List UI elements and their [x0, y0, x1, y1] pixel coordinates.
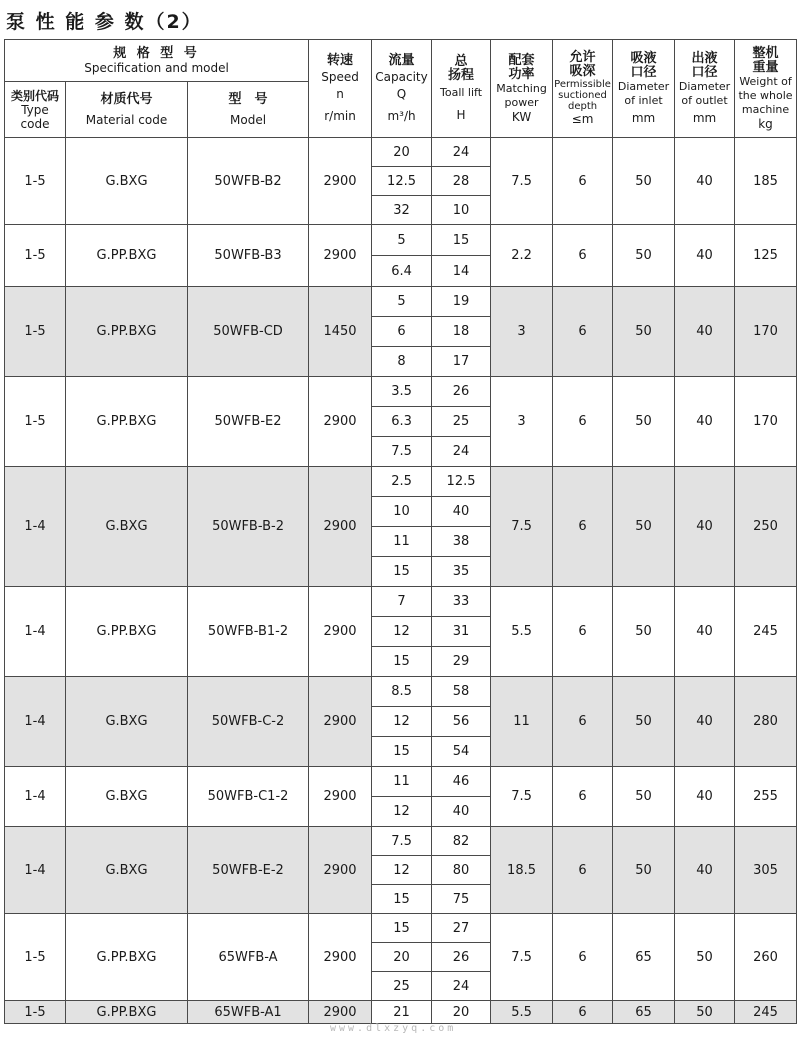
power-cell: 11: [491, 677, 553, 767]
material-cell: G.BXG: [66, 827, 188, 914]
capacity-cell: 11: [372, 527, 432, 557]
capacity-cell: 12: [372, 707, 432, 737]
type-cell: 1-5: [5, 225, 66, 287]
model-cell: 50WFB-CD: [188, 287, 309, 377]
lift-cell: 19: [432, 287, 491, 317]
capacity-cell: 6.4: [372, 256, 432, 287]
capacity-cell: 20: [372, 943, 432, 972]
capacity-cell: 15: [372, 737, 432, 767]
table-row: [5, 677, 797, 707]
lift-cell: 38: [432, 527, 491, 557]
power-cell: 3: [491, 377, 553, 467]
material-cell: G.BXG: [66, 138, 188, 225]
outlet-cell: 40: [675, 587, 735, 677]
depth-header: 允许 吸深 Permissible suctioned depth ≤m: [553, 40, 613, 138]
depth-cell: 6: [553, 287, 613, 377]
capacity-cell: 15: [372, 557, 432, 587]
lift-cell: 20: [432, 1001, 491, 1024]
model-cell: 50WFB-B-2: [188, 467, 309, 587]
type-cell: 1-5: [5, 377, 66, 467]
type-cell: 1-4: [5, 677, 66, 767]
outlet-header: 出液 口径 Diameter of outlet mm: [675, 40, 735, 138]
weight-cell: 245: [735, 587, 797, 677]
capacity-cell: 7: [372, 587, 432, 617]
capacity-cell: 25: [372, 972, 432, 1001]
capacity-cell: 3.5: [372, 377, 432, 407]
inlet-cell: 50: [613, 225, 675, 287]
depth-cell: 6: [553, 827, 613, 914]
speed-header: 转速 Speed n r/min: [309, 40, 372, 138]
type-cell: 1-4: [5, 767, 66, 827]
table-row: [5, 377, 797, 407]
inlet-cell: 50: [613, 677, 675, 767]
weight-header: 整机 重量 Weight of the whole machine kg: [735, 40, 797, 138]
capacity-cell: 20: [372, 138, 432, 167]
power-cell: 7.5: [491, 767, 553, 827]
power-header: 配套 功率 Matching power KW: [491, 40, 553, 138]
capacity-cell: 2.5: [372, 467, 432, 497]
type-cell: 1-5: [5, 138, 66, 225]
outlet-cell: 40: [675, 138, 735, 225]
inlet-cell: 50: [613, 767, 675, 827]
material-cell: G.PP.BXG: [66, 587, 188, 677]
power-cell: 5.5: [491, 587, 553, 677]
table-row: [5, 587, 797, 617]
type-cell: 1-4: [5, 467, 66, 587]
outlet-cell: 40: [675, 377, 735, 467]
inlet-cell: 65: [613, 914, 675, 1001]
lift-cell: 58: [432, 677, 491, 707]
model-cell: 50WFB-B1-2: [188, 587, 309, 677]
depth-cell: 6: [553, 1001, 613, 1024]
depth-cell: 6: [553, 467, 613, 587]
depth-cell: 6: [553, 225, 613, 287]
power-cell: 2.2: [491, 225, 553, 287]
weight-cell: 170: [735, 287, 797, 377]
speed-cell: 2900: [309, 677, 372, 767]
weight-cell: 245: [735, 1001, 797, 1024]
type-code-header: 类别代码 Type code: [5, 82, 66, 138]
inlet-cell: 50: [613, 587, 675, 677]
lift-cell: 54: [432, 737, 491, 767]
lift-cell: 24: [432, 972, 491, 1001]
material-code-header: 材质代号 Material code: [66, 82, 188, 138]
lift-cell: 17: [432, 347, 491, 377]
table-row: [5, 827, 797, 856]
material-cell: G.PP.BXG: [66, 225, 188, 287]
type-cell: 1-5: [5, 1001, 66, 1024]
lift-cell: 26: [432, 943, 491, 972]
speed-cell: 2900: [309, 138, 372, 225]
material-cell: G.BXG: [66, 467, 188, 587]
lift-cell: 35: [432, 557, 491, 587]
capacity-cell: 15: [372, 647, 432, 677]
lift-cell: 25: [432, 407, 491, 437]
power-cell: 18.5: [491, 827, 553, 914]
lift-cell: 27: [432, 914, 491, 943]
weight-cell: 185: [735, 138, 797, 225]
weight-cell: 260: [735, 914, 797, 1001]
outlet-cell: 40: [675, 467, 735, 587]
spec-header: 规 格 型 号 Specification and model: [5, 40, 309, 82]
lift-cell: 31: [432, 617, 491, 647]
capacity-cell: 8: [372, 347, 432, 377]
type-cell: 1-5: [5, 287, 66, 377]
model-cell: 50WFB-C-2: [188, 677, 309, 767]
capacity-cell: 12: [372, 617, 432, 647]
depth-cell: 6: [553, 587, 613, 677]
model-cell: 50WFB-C1-2: [188, 767, 309, 827]
outlet-cell: 40: [675, 225, 735, 287]
lift-cell: 80: [432, 856, 491, 885]
depth-cell: 6: [553, 138, 613, 225]
depth-cell: 6: [553, 767, 613, 827]
weight-cell: 170: [735, 377, 797, 467]
capacity-cell: 12.5: [372, 167, 432, 196]
lift-cell: 10: [432, 196, 491, 225]
capacity-cell: 7.5: [372, 827, 432, 856]
capacity-cell: 6.3: [372, 407, 432, 437]
material-cell: G.PP.BXG: [66, 287, 188, 377]
lift-cell: 18: [432, 317, 491, 347]
speed-cell: 2900: [309, 587, 372, 677]
power-cell: 3: [491, 287, 553, 377]
power-cell: 7.5: [491, 914, 553, 1001]
inlet-cell: 50: [613, 377, 675, 467]
outlet-cell: 40: [675, 827, 735, 914]
capacity-cell: 21: [372, 1001, 432, 1024]
material-cell: G.PP.BXG: [66, 914, 188, 1001]
inlet-header: 吸液 口径 Diameter of inlet mm: [613, 40, 675, 138]
model-cell: 50WFB-B2: [188, 138, 309, 225]
inlet-cell: 50: [613, 287, 675, 377]
model-header: 型 号 Model: [188, 82, 309, 138]
material-cell: G.PP.BXG: [66, 1001, 188, 1024]
model-cell: 50WFB-B3: [188, 225, 309, 287]
outlet-cell: 50: [675, 914, 735, 1001]
power-cell: 5.5: [491, 1001, 553, 1024]
lift-cell: 40: [432, 497, 491, 527]
capacity-cell: 32: [372, 196, 432, 225]
speed-cell: 2900: [309, 467, 372, 587]
table-row: [5, 767, 797, 797]
lift-cell: 82: [432, 827, 491, 856]
speed-cell: 2900: [309, 377, 372, 467]
table-row: [5, 1001, 797, 1024]
lift-cell: 56: [432, 707, 491, 737]
weight-cell: 305: [735, 827, 797, 914]
model-cell: 50WFB-E-2: [188, 827, 309, 914]
lift-cell: 14: [432, 256, 491, 287]
inlet-cell: 50: [613, 138, 675, 225]
material-cell: G.BXG: [66, 767, 188, 827]
capacity-cell: 15: [372, 914, 432, 943]
capacity-cell: 5: [372, 287, 432, 317]
lift-cell: 75: [432, 885, 491, 914]
model-cell: 65WFB-A1: [188, 1001, 309, 1024]
table-row: [5, 467, 797, 497]
outlet-cell: 40: [675, 677, 735, 767]
capacity-cell: 8.5: [372, 677, 432, 707]
lift-cell: 29: [432, 647, 491, 677]
lift-header: 总 扬程 Toall lift H: [432, 40, 491, 138]
table-header: [5, 40, 797, 138]
capacity-cell: 5: [372, 225, 432, 256]
weight-cell: 125: [735, 225, 797, 287]
lift-cell: 24: [432, 437, 491, 467]
lift-cell: 26: [432, 377, 491, 407]
depth-cell: 6: [553, 914, 613, 1001]
lift-cell: 33: [432, 587, 491, 617]
capacity-cell: 11: [372, 767, 432, 797]
capacity-cell: 7.5: [372, 437, 432, 467]
lift-cell: 15: [432, 225, 491, 256]
inlet-cell: 50: [613, 467, 675, 587]
capacity-cell: 12: [372, 797, 432, 827]
lift-cell: 40: [432, 797, 491, 827]
model-cell: 65WFB-A: [188, 914, 309, 1001]
depth-cell: 6: [553, 377, 613, 467]
model-cell: 50WFB-E2: [188, 377, 309, 467]
outlet-cell: 40: [675, 767, 735, 827]
table-row: [5, 225, 797, 256]
page-title: 泵 性 能 参 数（2）: [6, 11, 203, 33]
lift-cell: 24: [432, 138, 491, 167]
weight-cell: 250: [735, 467, 797, 587]
speed-cell: 2900: [309, 827, 372, 914]
table-body: [5, 138, 797, 1024]
table-row: [5, 914, 797, 943]
type-cell: 1-4: [5, 827, 66, 914]
speed-cell: 2900: [309, 1001, 372, 1024]
speed-cell: 2900: [309, 767, 372, 827]
table-row: [5, 287, 797, 317]
watermark: www.dlxzyq.com: [330, 1023, 457, 1034]
speed-cell: 2900: [309, 914, 372, 1001]
capacity-cell: 6: [372, 317, 432, 347]
capacity-header: 流量 Capacity Q m³/h: [372, 40, 432, 138]
type-cell: 1-4: [5, 587, 66, 677]
weight-cell: 280: [735, 677, 797, 767]
lift-cell: 28: [432, 167, 491, 196]
outlet-cell: 40: [675, 287, 735, 377]
speed-cell: 2900: [309, 225, 372, 287]
power-cell: 7.5: [491, 467, 553, 587]
inlet-cell: 50: [613, 827, 675, 914]
material-cell: G.PP.BXG: [66, 377, 188, 467]
table-row: [5, 138, 797, 167]
pump-performance-table: [4, 39, 797, 1024]
speed-cell: 1450: [309, 287, 372, 377]
capacity-cell: 12: [372, 856, 432, 885]
inlet-cell: 65: [613, 1001, 675, 1024]
weight-cell: 255: [735, 767, 797, 827]
lift-cell: 12.5: [432, 467, 491, 497]
capacity-cell: 15: [372, 885, 432, 914]
depth-cell: 6: [553, 677, 613, 767]
outlet-cell: 50: [675, 1001, 735, 1024]
capacity-cell: 10: [372, 497, 432, 527]
power-cell: 7.5: [491, 138, 553, 225]
material-cell: G.BXG: [66, 677, 188, 767]
lift-cell: 46: [432, 767, 491, 797]
type-cell: 1-5: [5, 914, 66, 1001]
